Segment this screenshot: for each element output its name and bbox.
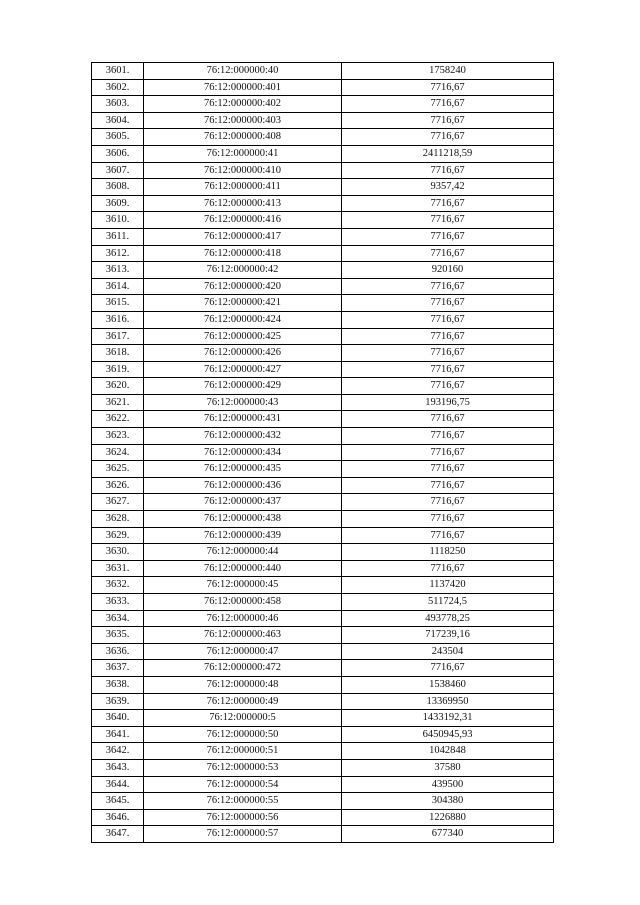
- row-number-cell: 3639.: [92, 693, 144, 710]
- row-number-cell: 3618.: [92, 345, 144, 362]
- value-cell: 7716,67: [342, 328, 554, 345]
- value-cell: 7716,67: [342, 129, 554, 146]
- value-cell: 7716,67: [342, 660, 554, 677]
- value-cell: 1538460: [342, 676, 554, 693]
- table-row: [92, 477, 554, 494]
- value-cell: 7716,67: [342, 96, 554, 113]
- value-cell: 1118250: [342, 544, 554, 561]
- row-number-cell: 3622.: [92, 411, 144, 428]
- value-cell: 1226880: [342, 809, 554, 826]
- row-number-cell: 3620.: [92, 378, 144, 395]
- cadastral-number-cell: 76:12:000000:440: [144, 560, 342, 577]
- row-number-cell: 3634.: [92, 610, 144, 627]
- row-number-cell: 3612.: [92, 245, 144, 262]
- table-row: [92, 494, 554, 511]
- cadastral-number-cell: 76:12:000000:42: [144, 262, 342, 279]
- cadastral-number-cell: 76:12:000000:429: [144, 378, 342, 395]
- value-cell: 7716,67: [342, 527, 554, 544]
- row-number-cell: 3638.: [92, 676, 144, 693]
- row-number-cell: 3604.: [92, 112, 144, 129]
- value-cell: 7716,67: [342, 361, 554, 378]
- cadastral-number-cell: 76:12:000000:411: [144, 179, 342, 196]
- value-cell: 7716,67: [342, 245, 554, 262]
- cadastral-number-cell: 76:12:000000:403: [144, 112, 342, 129]
- table-row: [92, 63, 554, 80]
- table-row: [92, 311, 554, 328]
- value-cell: 6450945,93: [342, 726, 554, 743]
- table-row: [92, 228, 554, 245]
- table-row: [92, 428, 554, 445]
- table-row: [92, 527, 554, 544]
- cadastral-number-cell: 76:12:000000:408: [144, 129, 342, 146]
- cadastral-number-cell: 76:12:000000:40: [144, 63, 342, 80]
- table-row: [92, 378, 554, 395]
- table-row: [92, 195, 554, 212]
- table-row: [92, 295, 554, 312]
- value-cell: 439500: [342, 776, 554, 793]
- table-row: [92, 627, 554, 644]
- row-number-cell: 3625.: [92, 461, 144, 478]
- table-row: [92, 361, 554, 378]
- cadastral-number-cell: 76:12:000000:45: [144, 577, 342, 594]
- value-cell: 7716,67: [342, 428, 554, 445]
- table-row: [92, 560, 554, 577]
- row-number-cell: 3647.: [92, 826, 144, 843]
- row-number-cell: 3630.: [92, 544, 144, 561]
- row-number-cell: 3628.: [92, 511, 144, 528]
- value-cell: 677340: [342, 826, 554, 843]
- value-cell: 1042848: [342, 743, 554, 760]
- row-number-cell: 3616.: [92, 311, 144, 328]
- cadastral-number-cell: 76:12:000000:436: [144, 477, 342, 494]
- cadastral-number-cell: 76:12:000000:418: [144, 245, 342, 262]
- value-cell: 9357,42: [342, 179, 554, 196]
- value-cell: 717239,16: [342, 627, 554, 644]
- row-number-cell: 3645.: [92, 793, 144, 810]
- value-cell: 7716,67: [342, 278, 554, 295]
- row-number-cell: 3621.: [92, 394, 144, 411]
- row-number-cell: 3643.: [92, 759, 144, 776]
- table-row: [92, 79, 554, 96]
- value-cell: 1137420: [342, 577, 554, 594]
- value-cell: 7716,67: [342, 461, 554, 478]
- cadastral-number-cell: 76:12:000000:431: [144, 411, 342, 428]
- table-row: [92, 693, 554, 710]
- row-number-cell: 3606.: [92, 145, 144, 162]
- cadastral-number-cell: 76:12:000000:55: [144, 793, 342, 810]
- value-cell: 7716,67: [342, 311, 554, 328]
- table-row: [92, 726, 554, 743]
- table-row: [92, 411, 554, 428]
- row-number-cell: 3601.: [92, 63, 144, 80]
- table-row: [92, 809, 554, 826]
- table-row: [92, 212, 554, 229]
- table-row: [92, 444, 554, 461]
- cadastral-number-cell: 76:12:000000:51: [144, 743, 342, 760]
- cadastral-number-cell: 76:12:000000:439: [144, 527, 342, 544]
- row-number-cell: 3644.: [92, 776, 144, 793]
- table-row: [92, 577, 554, 594]
- row-number-cell: 3623.: [92, 428, 144, 445]
- value-cell: 7716,67: [342, 511, 554, 528]
- cadastral-value-table: [91, 62, 554, 843]
- value-cell: 7716,67: [342, 79, 554, 96]
- row-number-cell: 3632.: [92, 577, 144, 594]
- cadastral-number-cell: 76:12:000000:402: [144, 96, 342, 113]
- value-cell: 1433192,31: [342, 710, 554, 727]
- table-row: [92, 461, 554, 478]
- cadastral-number-cell: 76:12:000000:5: [144, 710, 342, 727]
- table-row: [92, 96, 554, 113]
- cadastral-number-cell: 76:12:000000:421: [144, 295, 342, 312]
- value-cell: 7716,67: [342, 295, 554, 312]
- table-row: [92, 245, 554, 262]
- cadastral-number-cell: 76:12:000000:57: [144, 826, 342, 843]
- row-number-cell: 3617.: [92, 328, 144, 345]
- cadastral-number-cell: 76:12:000000:435: [144, 461, 342, 478]
- value-cell: 7716,67: [342, 378, 554, 395]
- value-cell: 7716,67: [342, 444, 554, 461]
- value-cell: 2411218,59: [342, 145, 554, 162]
- value-cell: 7716,67: [342, 411, 554, 428]
- row-number-cell: 3641.: [92, 726, 144, 743]
- value-cell: 511724,5: [342, 594, 554, 611]
- cadastral-number-cell: 76:12:000000:53: [144, 759, 342, 776]
- table-row: [92, 793, 554, 810]
- row-number-cell: 3605.: [92, 129, 144, 146]
- row-number-cell: 3642.: [92, 743, 144, 760]
- table-row: [92, 328, 554, 345]
- table-row: [92, 345, 554, 362]
- cadastral-number-cell: 76:12:000000:41: [144, 145, 342, 162]
- table-row: [92, 676, 554, 693]
- table-row: [92, 743, 554, 760]
- cadastral-number-cell: 76:12:000000:426: [144, 345, 342, 362]
- row-number-cell: 3636.: [92, 643, 144, 660]
- cadastral-number-cell: 76:12:000000:438: [144, 511, 342, 528]
- row-number-cell: 3614.: [92, 278, 144, 295]
- row-number-cell: 3615.: [92, 295, 144, 312]
- row-number-cell: 3640.: [92, 710, 144, 727]
- value-cell: 7716,67: [342, 212, 554, 229]
- value-cell: 7716,67: [342, 228, 554, 245]
- cadastral-number-cell: 76:12:000000:43: [144, 394, 342, 411]
- table-row: [92, 544, 554, 561]
- row-number-cell: 3602.: [92, 79, 144, 96]
- row-number-cell: 3609.: [92, 195, 144, 212]
- cadastral-number-cell: 76:12:000000:420: [144, 278, 342, 295]
- value-cell: 7716,67: [342, 345, 554, 362]
- value-cell: 7716,67: [342, 560, 554, 577]
- cadastral-number-cell: 76:12:000000:46: [144, 610, 342, 627]
- table-row: [92, 610, 554, 627]
- cadastral-number-cell: 76:12:000000:463: [144, 627, 342, 644]
- value-cell: 304380: [342, 793, 554, 810]
- row-number-cell: 3633.: [92, 594, 144, 611]
- table-row: [92, 594, 554, 611]
- row-number-cell: 3603.: [92, 96, 144, 113]
- row-number-cell: 3624.: [92, 444, 144, 461]
- value-cell: 193196,75: [342, 394, 554, 411]
- value-cell: 7716,67: [342, 477, 554, 494]
- value-cell: 7716,67: [342, 494, 554, 511]
- value-cell: 7716,67: [342, 112, 554, 129]
- cadastral-number-cell: 76:12:000000:472: [144, 660, 342, 677]
- cadastral-number-cell: 76:12:000000:424: [144, 311, 342, 328]
- table-row: [92, 710, 554, 727]
- row-number-cell: 3626.: [92, 477, 144, 494]
- cadastral-number-cell: 76:12:000000:416: [144, 212, 342, 229]
- cadastral-number-cell: 76:12:000000:434: [144, 444, 342, 461]
- table-row: [92, 262, 554, 279]
- table-body: [92, 63, 554, 843]
- cadastral-number-cell: 76:12:000000:432: [144, 428, 342, 445]
- row-number-cell: 3611.: [92, 228, 144, 245]
- value-cell: 243504: [342, 643, 554, 660]
- table-row: [92, 759, 554, 776]
- cadastral-number-cell: 76:12:000000:458: [144, 594, 342, 611]
- cadastral-number-cell: 76:12:000000:417: [144, 228, 342, 245]
- table-row: [92, 112, 554, 129]
- row-number-cell: 3646.: [92, 809, 144, 826]
- value-cell: 7716,67: [342, 195, 554, 212]
- value-cell: 493778,25: [342, 610, 554, 627]
- table-row: [92, 145, 554, 162]
- cadastral-number-cell: 76:12:000000:47: [144, 643, 342, 660]
- table-row: [92, 826, 554, 843]
- row-number-cell: 3613.: [92, 262, 144, 279]
- table-row: [92, 660, 554, 677]
- table-row: [92, 776, 554, 793]
- table-row: [92, 394, 554, 411]
- cadastral-number-cell: 76:12:000000:50: [144, 726, 342, 743]
- table-row: [92, 278, 554, 295]
- cadastral-number-cell: 76:12:000000:427: [144, 361, 342, 378]
- value-cell: 920160: [342, 262, 554, 279]
- table-row: [92, 129, 554, 146]
- cadastral-number-cell: 76:12:000000:437: [144, 494, 342, 511]
- row-number-cell: 3607.: [92, 162, 144, 179]
- value-cell: 37580: [342, 759, 554, 776]
- value-cell: 7716,67: [342, 162, 554, 179]
- cadastral-number-cell: 76:12:000000:49: [144, 693, 342, 710]
- value-cell: 1758240: [342, 63, 554, 80]
- table-row: [92, 162, 554, 179]
- table-row: [92, 179, 554, 196]
- row-number-cell: 3631.: [92, 560, 144, 577]
- row-number-cell: 3619.: [92, 361, 144, 378]
- cadastral-number-cell: 76:12:000000:425: [144, 328, 342, 345]
- table-row: [92, 511, 554, 528]
- value-cell: 13369950: [342, 693, 554, 710]
- row-number-cell: 3610.: [92, 212, 144, 229]
- cadastral-number-cell: 76:12:000000:54: [144, 776, 342, 793]
- row-number-cell: 3637.: [92, 660, 144, 677]
- cadastral-number-cell: 76:12:000000:401: [144, 79, 342, 96]
- cadastral-number-cell: 76:12:000000:56: [144, 809, 342, 826]
- cadastral-number-cell: 76:12:000000:410: [144, 162, 342, 179]
- cadastral-number-cell: 76:12:000000:413: [144, 195, 342, 212]
- table-row: [92, 643, 554, 660]
- row-number-cell: 3635.: [92, 627, 144, 644]
- cadastral-number-cell: 76:12:000000:48: [144, 676, 342, 693]
- row-number-cell: 3608.: [92, 179, 144, 196]
- row-number-cell: 3629.: [92, 527, 144, 544]
- cadastral-number-cell: 76:12:000000:44: [144, 544, 342, 561]
- row-number-cell: 3627.: [92, 494, 144, 511]
